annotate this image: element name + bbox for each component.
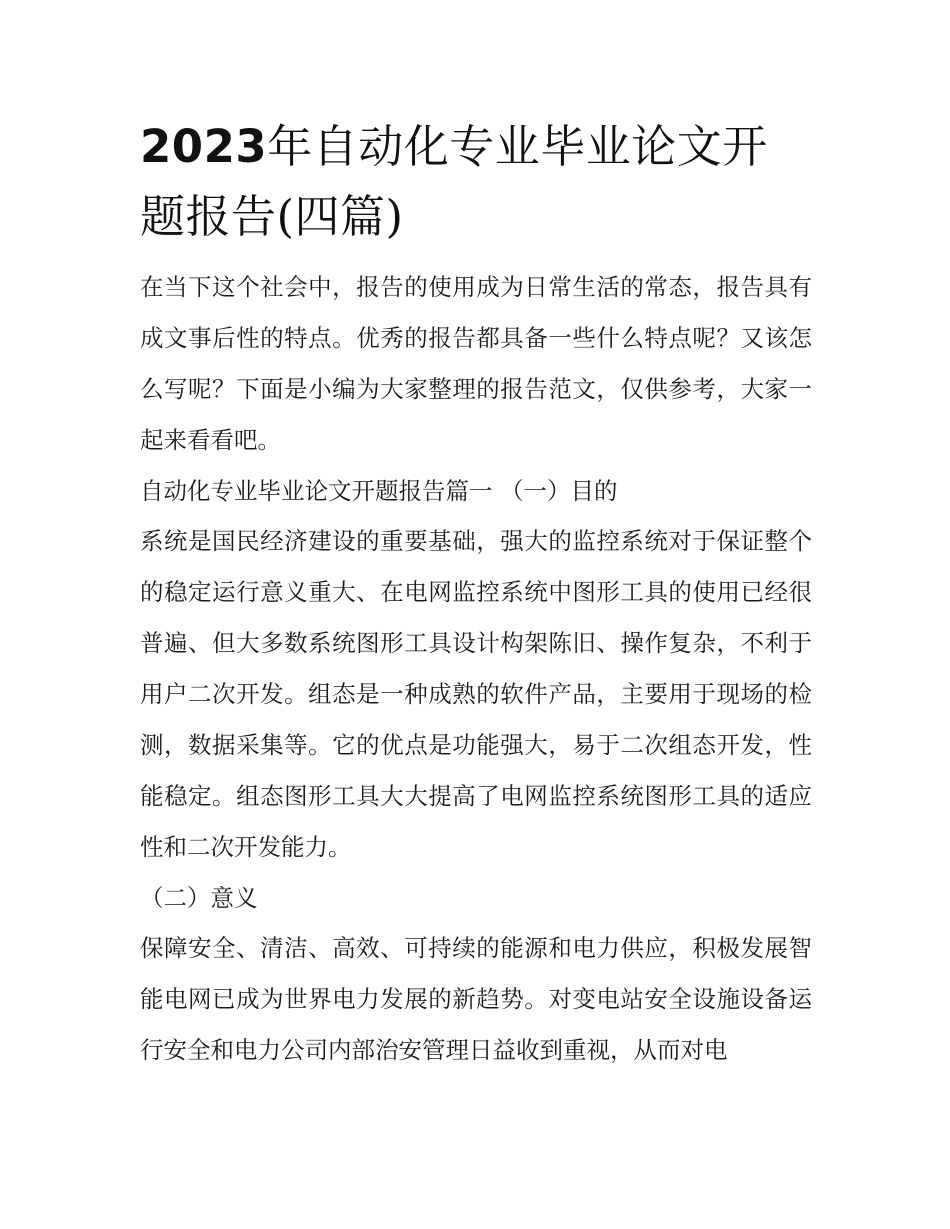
title-text: 年自动化专业毕业论文开题报告(四篇) bbox=[140, 120, 768, 243]
document-page bbox=[140, 112, 812, 1076]
section-heading-purpose: 自动化专业毕业论文开题报告篇一 （一）目的 bbox=[140, 477, 618, 505]
section-heading-significance: （二）意义 bbox=[140, 884, 258, 912]
document-title bbox=[140, 112, 812, 252]
significance-paragraph: 保障安全、清洁、高效、可持续的能源和电力供应，积极发展智能电网已成为世界电力发展的新趋势。对变电站安全设施设备运行安全和电力公司内部治安管理日益收到重视，从而对电 bbox=[140, 934, 812, 1064]
purpose-paragraph: 系统是国民经济建设的重要基础，强大的监控系统对于保证整个的稳定运行意义重大、在电网监控系统中图形工具的使用已经很普遍、但大多数系统图形工具设计构架陈旧、操作复杂，不利于用户二次开发。组态是一种成熟的软件产品，主要用于现场的检测，数据采集等。它的优点是功能强大，易于二次组态开发，性能稳定。组态图形工具大大提高了电网监控系统图形工具的适应性和二次开发能力。 bbox=[140, 527, 812, 861]
title-year: 2023 bbox=[140, 120, 268, 173]
document-body bbox=[140, 262, 812, 1076]
intro-paragraph: 在当下这个社会中，报告的使用成为日常生活的常态，报告具有成文事后性的特点。优秀的报告都具备一些什么特点呢？又该怎么写呢？下面是小编为大家整理的报告范文，仅供参考，大家一起来看看吧。 bbox=[140, 273, 812, 454]
